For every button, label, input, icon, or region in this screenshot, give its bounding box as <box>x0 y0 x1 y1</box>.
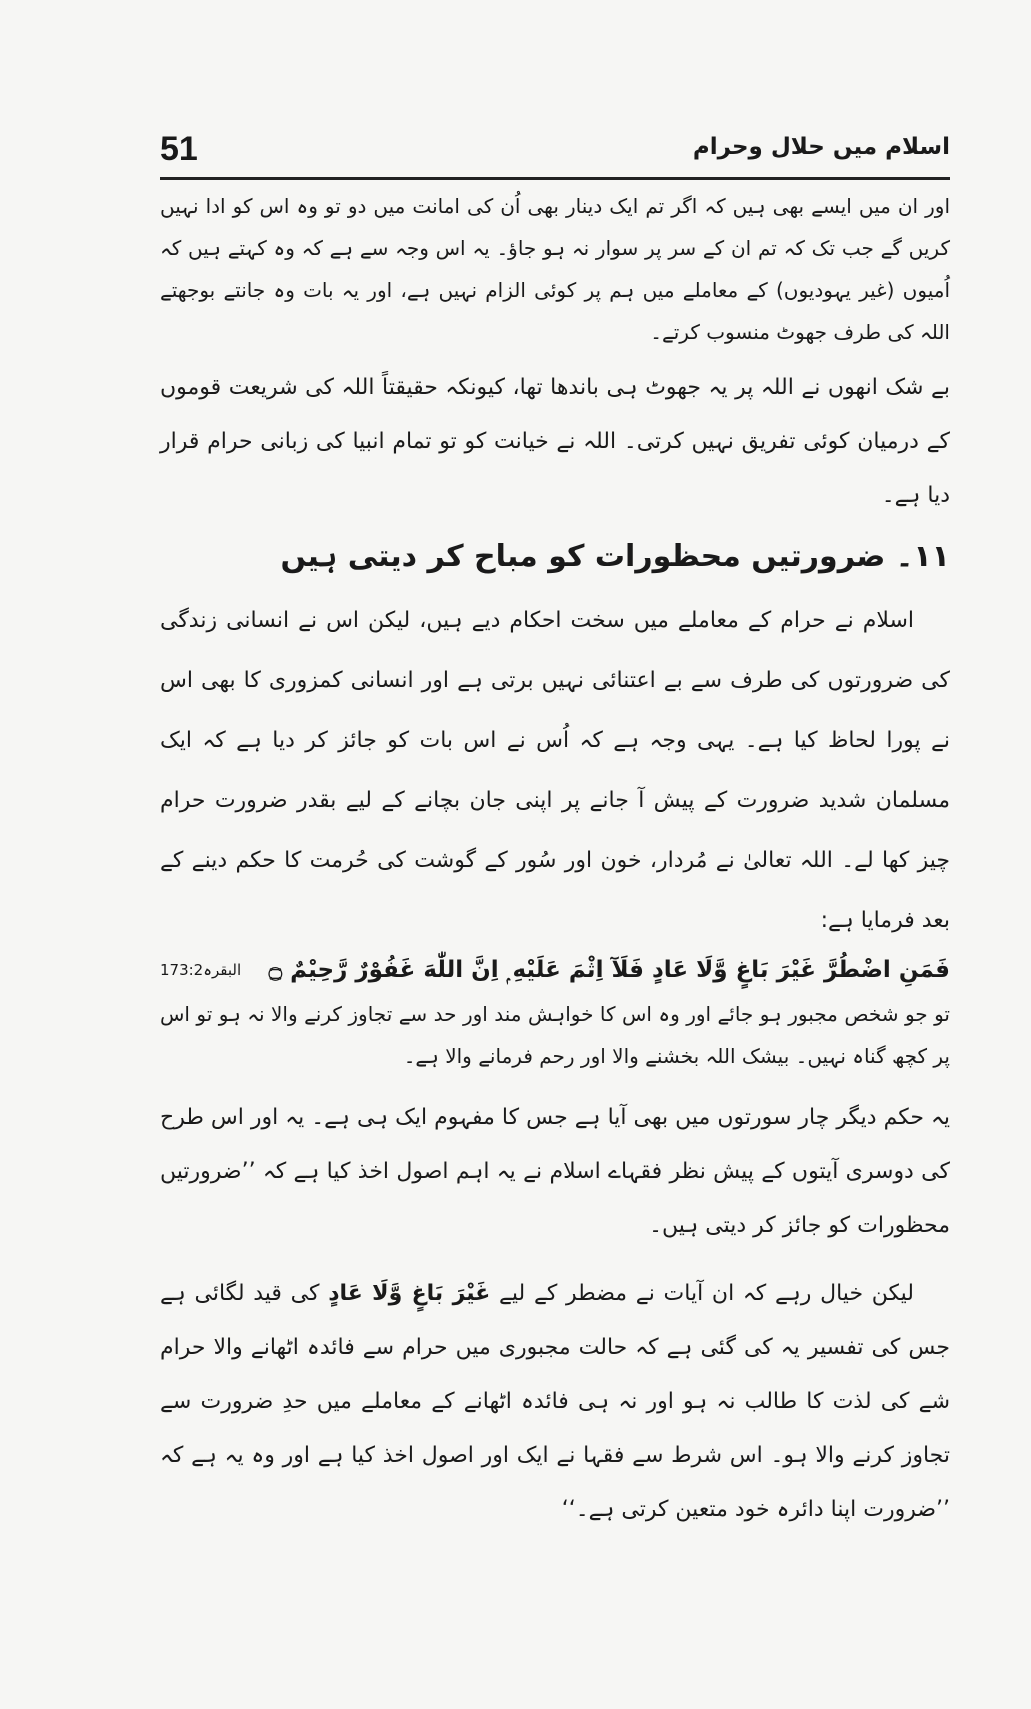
verse-reference: البقرہ173:2 <box>160 961 242 979</box>
paragraph-3: اسلام نے حرام کے معاملے میں سخت احکام دیے ہیں، لیکن اس نے انسانی زندگی کی ضرورتوں کی طرف سے بے اعتنائی نہیں برتی ہے اور انسانی کمزوری کا بھی اس نے پورا لحاظ کیا ہے۔ یہی وجہ ہے کہ اُس نے اس بات کو جائز کر دیا ہے کہ ایک مسلمان شدید ضرورت کے پیش آ جانے پر اپنی جان بچانے کے لیے بقدر ضرورت حرام چیز کھا لے۔ اللہ تعالیٰ نے مُردار، خون اور سُور کے گوشت کی حُرمت کا حکم دینے کے بعد فرمایا ہے: <box>160 608 950 933</box>
paragraph-6 <box>160 1267 950 1537</box>
quran-verse-line <box>160 957 950 993</box>
paragraph-6-start: لیکن خیال رہے کہ ان آیات نے مضطر کے لیے <box>499 1281 915 1306</box>
paragraph-5: یہ حکم دیگر چار سورتوں میں بھی آیا ہے جس کا مفہوم ایک ہی ہے۔ یہ اور اس طرح کی دوسری آیتوں کے پیش نظر فقہاے اسلام نے یہ اہم اصول اخذ کیا ہے کہ ’’ضرورتیں محظورات کو جائز کر دیتی ہیں۔ <box>160 1105 950 1238</box>
header-rule <box>160 177 950 180</box>
verse-translation: تو جو شخص مجبور ہو جائے اور وہ اس کا خواہش مند اور حد سے تجاوز کرنے والا نہ ہو تو اس پر کچھ گناہ نہیں۔ بیشک اللہ بخشنے والا اور رحم فرمانے والا ہے۔ <box>160 1002 950 1068</box>
paragraph-quote-1: اور ان میں ایسے بھی ہیں کہ اگر تم ایک دینار بھی اُن کی امانت میں دو تو وہ اس کو ادا نہیں کریں گے جب تک کہ تم ان کے سر پر سوار نہ ہو جاؤ۔ یہ اس وجہ سے ہے کہ وہ کہتے ہیں کہ اُمیوں (غیر یہودیوں) کے معاملے میں ہم پر کوئی الزام نہیں ہے، اور یہ بات وہ جانتے بوجھتے اللہ کی طرف جھوٹ منسوب کرتے۔ <box>160 194 950 344</box>
body-text <box>160 185 950 1537</box>
paragraph-2: بے شک انھوں نے اللہ پر یہ جھوٹ ہی باندھا تھا، کیونکہ حقیقتاً اللہ کی شریعت قوموں کے درمیان کوئی تفریق نہیں کرتی۔ اللہ نے خیانت کو تو تمام انبیا کی زبانی حرام قرار دیا ہے۔ <box>160 375 950 508</box>
section-heading: ١١۔ ضرورتیں محظورات کو مباح کر دیتی ہیں <box>280 539 950 574</box>
page-header <box>160 130 950 180</box>
page-number: 51 <box>160 130 198 168</box>
running-title: اسلام میں حلال وحرام <box>692 134 950 160</box>
inline-quran-phrase: غَيْرَ بَاغٍ وَّلَا عَادٍ <box>328 1281 491 1306</box>
quran-verse: فَمَنِ اضْطُرَّ غَيْرَ بَاغٍ وَّلَا عَادٍ فَلَآ اِثْمَ عَلَيْهِ ۭ اِنَّ اللّٰهَ غَفُوْرٌ رَّحِيْمٌ ۝ <box>268 957 950 983</box>
paragraph-6-end: کی قید لگائی ہے جس کی تفسیر یہ کی گئی ہے کہ حالت مجبوری میں حرام سے فائدہ اٹھانے والا حرام شے کی لذت کا طالب نہ ہو اور نہ ہی فائدہ اٹھانے کے معاملے میں حدِ ضرورت سے تجاوز کرنے والا ہو۔ اس شرط سے فقہا نے ایک اور اصول اخذ کیا ہے اور وہ یہ ہے کہ ’’ضرورت اپنا دائرہ خود متعین کرتی ہے۔‘‘ <box>160 1281 950 1522</box>
